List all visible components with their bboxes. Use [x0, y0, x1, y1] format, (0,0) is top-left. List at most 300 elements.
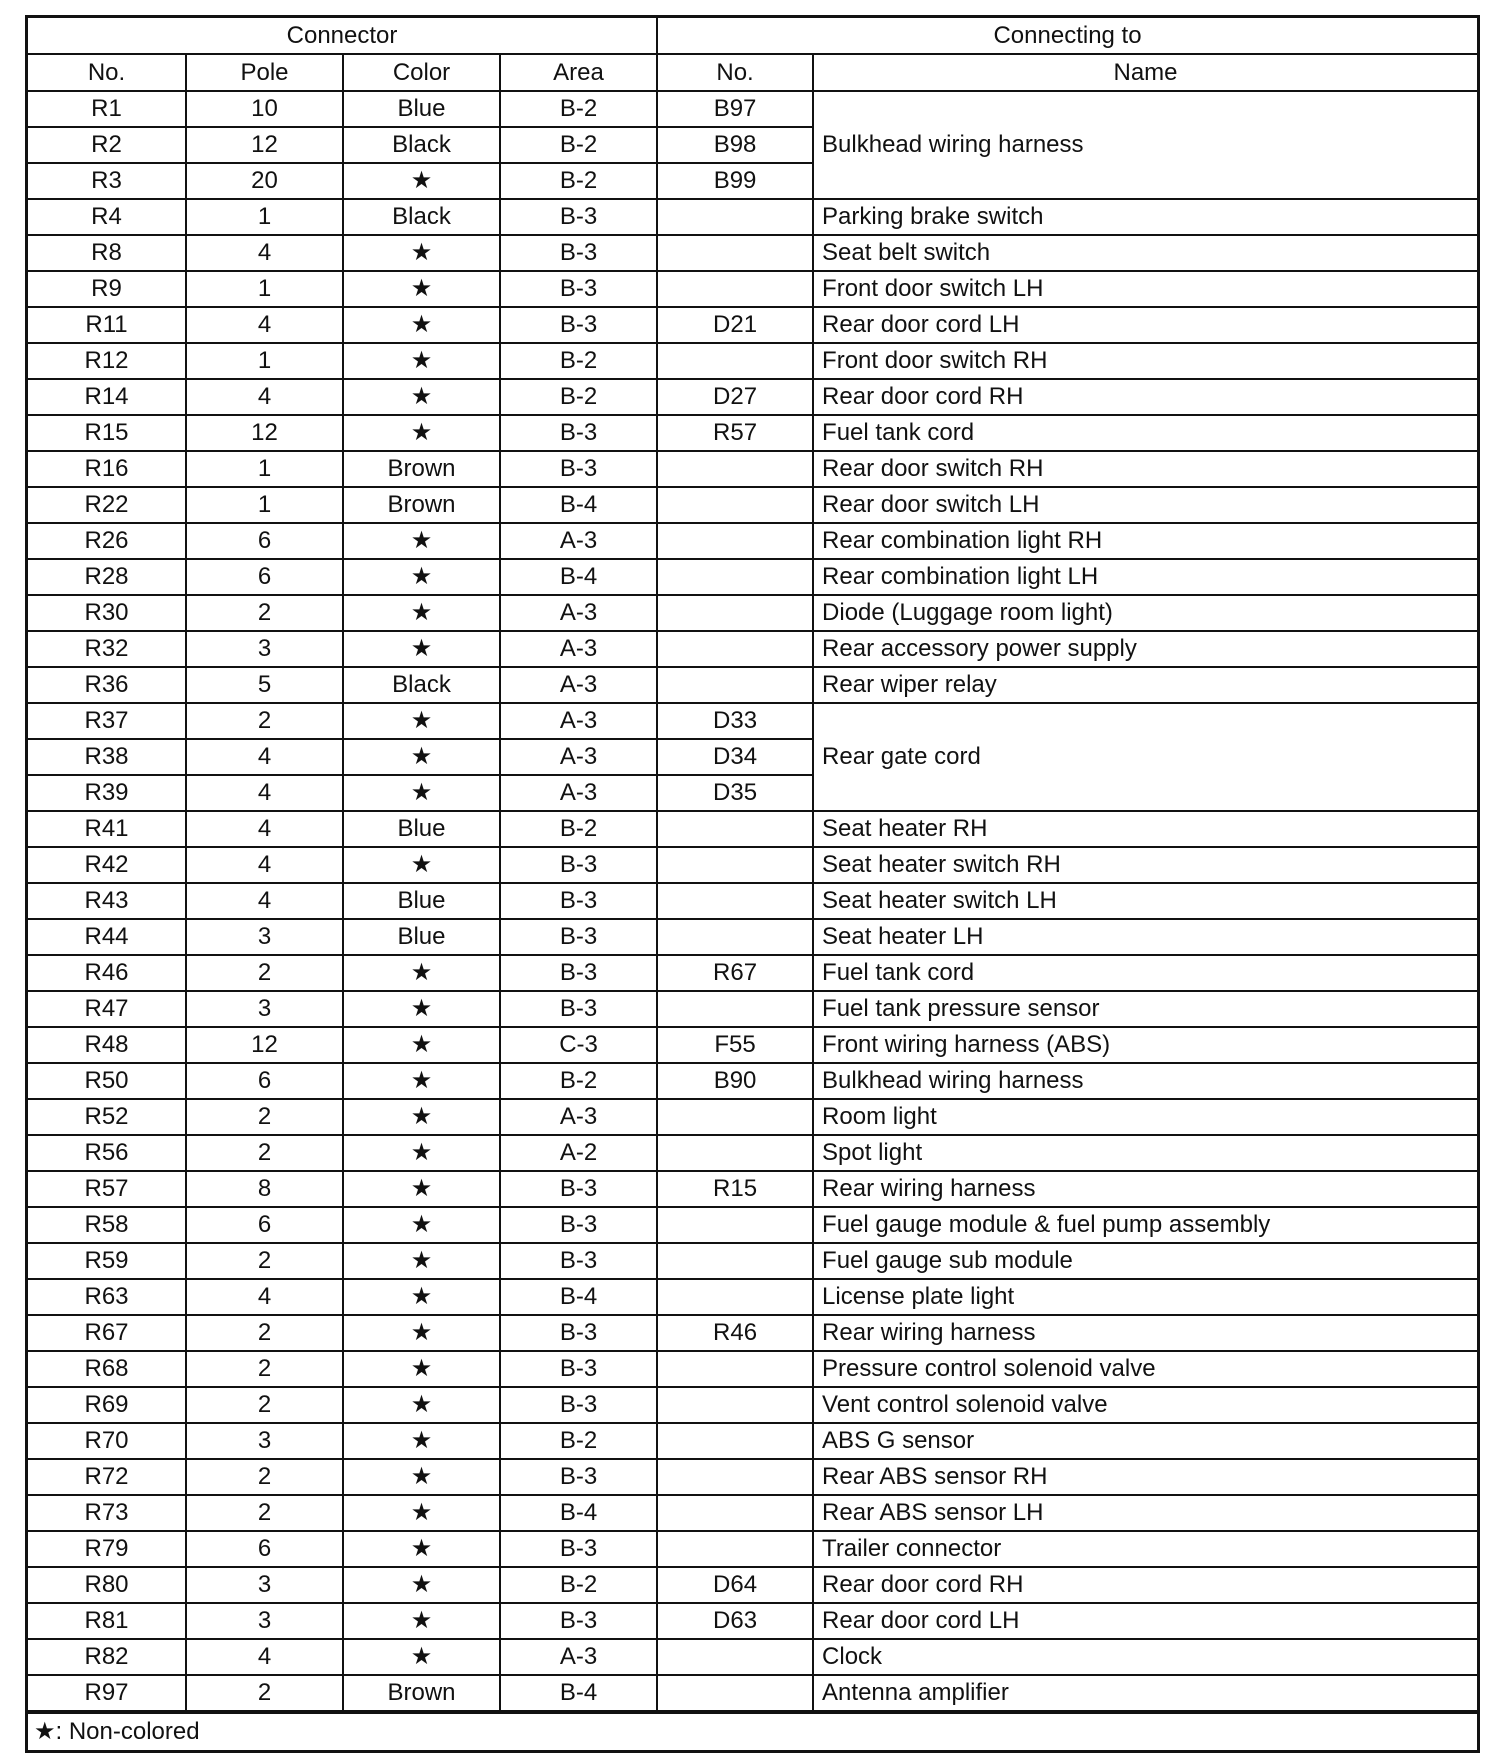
cell-to-no	[657, 1135, 813, 1171]
cell-no: R50	[28, 1063, 186, 1099]
cell-name: Vent control solenoid valve	[813, 1387, 1477, 1423]
table-row	[28, 307, 1477, 343]
table-row	[28, 379, 1477, 415]
cell-pole: 12	[186, 127, 343, 163]
cell-name: Rear door cord RH	[813, 379, 1477, 415]
cell-color: ★	[343, 1099, 500, 1135]
cell-color: ★	[343, 1603, 500, 1639]
table-row	[28, 883, 1477, 919]
cell-no: R4	[28, 199, 186, 235]
cell-area: B-2	[500, 127, 657, 163]
cell-no: R30	[28, 595, 186, 631]
table-row	[28, 415, 1477, 451]
cell-to-no	[657, 811, 813, 847]
cell-to-no: D63	[657, 1603, 813, 1639]
cell-pole: 6	[186, 559, 343, 595]
cell-pole: 5	[186, 667, 343, 703]
cell-name: Seat heater LH	[813, 919, 1477, 955]
cell-no: R39	[28, 775, 186, 811]
cell-no: R12	[28, 343, 186, 379]
cell-to-no	[657, 1639, 813, 1675]
cell-name: Fuel gauge module & fuel pump assembly	[813, 1207, 1477, 1243]
col-header-area: Area	[500, 54, 657, 91]
cell-area: B-3	[500, 307, 657, 343]
cell-name: Pressure control solenoid valve	[813, 1351, 1477, 1387]
cell-pole: 1	[186, 451, 343, 487]
cell-no: R1	[28, 91, 186, 127]
cell-name: Fuel gauge sub module	[813, 1243, 1477, 1279]
cell-name: Fuel tank pressure sensor	[813, 991, 1477, 1027]
table-row	[28, 1099, 1477, 1135]
cell-to-no	[657, 1495, 813, 1531]
cell-to-no: B97	[657, 91, 813, 127]
table-row	[28, 91, 1477, 127]
cell-area: B-3	[500, 847, 657, 883]
table-row	[28, 1531, 1477, 1567]
col-header-pole: Pole	[186, 54, 343, 91]
cell-color: ★	[343, 1387, 500, 1423]
cell-to-no: D21	[657, 307, 813, 343]
table-row	[28, 343, 1477, 379]
cell-to-no	[657, 1459, 813, 1495]
cell-color: ★	[343, 343, 500, 379]
cell-to-no	[657, 343, 813, 379]
cell-pole: 4	[186, 307, 343, 343]
cell-no: R59	[28, 1243, 186, 1279]
cell-to-no	[657, 667, 813, 703]
cell-pole: 2	[186, 703, 343, 739]
cell-name: Bulkhead wiring harness	[813, 1063, 1477, 1099]
cell-area: B-4	[500, 487, 657, 523]
cell-name: Front door switch LH	[813, 271, 1477, 307]
cell-name: Trailer connector	[813, 1531, 1477, 1567]
cell-area: C-3	[500, 1027, 657, 1063]
cell-area: B-2	[500, 1423, 657, 1459]
cell-to-no: D64	[657, 1567, 813, 1603]
cell-pole: 3	[186, 1567, 343, 1603]
group-header-row	[28, 18, 1477, 54]
cell-to-no: D33	[657, 703, 813, 739]
cell-color: ★	[343, 1567, 500, 1603]
cell-color: Blue	[343, 919, 500, 955]
cell-color: ★	[343, 703, 500, 739]
cell-color: ★	[343, 1351, 500, 1387]
cell-area: B-4	[500, 1279, 657, 1315]
table-row	[28, 271, 1477, 307]
cell-color: Brown	[343, 1675, 500, 1711]
cell-area: B-2	[500, 379, 657, 415]
col-header-to-no: No.	[657, 54, 813, 91]
table-row	[28, 1279, 1477, 1315]
cell-name: Seat heater switch LH	[813, 883, 1477, 919]
cell-area: B-4	[500, 1675, 657, 1711]
cell-pole: 3	[186, 991, 343, 1027]
cell-pole: 20	[186, 163, 343, 199]
cell-name: Rear door cord RH	[813, 1567, 1477, 1603]
cell-area: B-3	[500, 199, 657, 235]
cell-color: ★	[343, 1423, 500, 1459]
cell-name: Rear combination light RH	[813, 523, 1477, 559]
cell-color: Blue	[343, 91, 500, 127]
cell-no: R57	[28, 1171, 186, 1207]
table-row	[28, 523, 1477, 559]
cell-area: B-3	[500, 235, 657, 271]
cell-name: Seat heater switch RH	[813, 847, 1477, 883]
table-row	[28, 1351, 1477, 1387]
cell-color: ★	[343, 559, 500, 595]
cell-pole: 2	[186, 1459, 343, 1495]
cell-no: R14	[28, 379, 186, 415]
cell-color: ★	[343, 1027, 500, 1063]
cell-pole: 3	[186, 1603, 343, 1639]
cell-pole: 10	[186, 91, 343, 127]
cell-no: R56	[28, 1135, 186, 1171]
cell-color: Blue	[343, 883, 500, 919]
cell-area: B-3	[500, 271, 657, 307]
table-row	[28, 955, 1477, 991]
cell-to-no: R67	[657, 955, 813, 991]
table-row	[28, 1567, 1477, 1603]
cell-pole: 12	[186, 415, 343, 451]
cell-no: R67	[28, 1315, 186, 1351]
cell-to-no	[657, 451, 813, 487]
cell-to-no	[657, 883, 813, 919]
cell-name: Rear combination light LH	[813, 559, 1477, 595]
cell-to-no	[657, 991, 813, 1027]
cell-no: R8	[28, 235, 186, 271]
cell-name: Fuel tank cord	[813, 415, 1477, 451]
cell-name: Antenna amplifier	[813, 1675, 1477, 1711]
cell-area: B-3	[500, 1459, 657, 1495]
cell-name: Rear door cord LH	[813, 1603, 1477, 1639]
cell-color: Black	[343, 667, 500, 703]
cell-area: B-3	[500, 955, 657, 991]
cell-pole: 12	[186, 1027, 343, 1063]
cell-name: Spot light	[813, 1135, 1477, 1171]
cell-to-no	[657, 1351, 813, 1387]
cell-no: R32	[28, 631, 186, 667]
cell-name: Rear ABS sensor RH	[813, 1459, 1477, 1495]
cell-color: ★	[343, 1171, 500, 1207]
cell-no: R72	[28, 1459, 186, 1495]
footnote: ★: Non-colored	[28, 1712, 1477, 1750]
cell-area: B-3	[500, 919, 657, 955]
connector-table-sheet	[25, 15, 1480, 1753]
cell-no: R9	[28, 271, 186, 307]
cell-no: R63	[28, 1279, 186, 1315]
cell-area: A-3	[500, 703, 657, 739]
cell-pole: 4	[186, 775, 343, 811]
cell-no: R73	[28, 1495, 186, 1531]
cell-pole: 2	[186, 1675, 343, 1711]
connecting-to-group-header: Connecting to	[657, 18, 1477, 54]
table-row	[28, 991, 1477, 1027]
cell-pole: 8	[186, 1171, 343, 1207]
cell-pole: 2	[186, 955, 343, 991]
table-row	[28, 1063, 1477, 1099]
cell-color: ★	[343, 163, 500, 199]
table-row	[28, 1603, 1477, 1639]
cell-area: B-2	[500, 163, 657, 199]
cell-pole: 6	[186, 523, 343, 559]
cell-to-no	[657, 487, 813, 523]
cell-color: ★	[343, 523, 500, 559]
cell-area: A-3	[500, 667, 657, 703]
cell-no: R37	[28, 703, 186, 739]
cell-color: ★	[343, 1243, 500, 1279]
cell-pole: 4	[186, 847, 343, 883]
cell-pole: 3	[186, 1423, 343, 1459]
table-row	[28, 1171, 1477, 1207]
cell-no: R3	[28, 163, 186, 199]
cell-no: R36	[28, 667, 186, 703]
cell-no: R15	[28, 415, 186, 451]
cell-to-no: F55	[657, 1027, 813, 1063]
cell-area: B-3	[500, 1315, 657, 1351]
cell-pole: 4	[186, 235, 343, 271]
cell-no: R82	[28, 1639, 186, 1675]
table-row	[28, 1135, 1477, 1171]
cell-area: B-3	[500, 1531, 657, 1567]
cell-to-no: D27	[657, 379, 813, 415]
cell-no: R11	[28, 307, 186, 343]
cell-name: Rear accessory power supply	[813, 631, 1477, 667]
cell-to-no	[657, 1207, 813, 1243]
cell-pole: 3	[186, 919, 343, 955]
cell-no: R16	[28, 451, 186, 487]
table-row	[28, 559, 1477, 595]
cell-to-no	[657, 919, 813, 955]
cell-to-no	[657, 199, 813, 235]
cell-name: Seat belt switch	[813, 235, 1477, 271]
cell-to-no	[657, 631, 813, 667]
cell-area: B-3	[500, 883, 657, 919]
cell-name: Diode (Luggage room light)	[813, 595, 1477, 631]
cell-pole: 2	[186, 1099, 343, 1135]
cell-pole: 4	[186, 379, 343, 415]
cell-pole: 2	[186, 1315, 343, 1351]
cell-to-no	[657, 1423, 813, 1459]
table-row	[28, 1207, 1477, 1243]
cell-to-no: D35	[657, 775, 813, 811]
cell-area: A-3	[500, 1099, 657, 1135]
cell-pole: 6	[186, 1207, 343, 1243]
cell-name: Room light	[813, 1099, 1477, 1135]
table-row	[28, 667, 1477, 703]
cell-color: ★	[343, 415, 500, 451]
cell-to-no	[657, 1531, 813, 1567]
cell-color: Brown	[343, 451, 500, 487]
cell-to-no: B90	[657, 1063, 813, 1099]
cell-area: B-3	[500, 415, 657, 451]
cell-color: ★	[343, 1207, 500, 1243]
table-row	[28, 811, 1477, 847]
cell-no: R38	[28, 739, 186, 775]
col-header-color: Color	[343, 54, 500, 91]
cell-name: Front door switch RH	[813, 343, 1477, 379]
cell-area: B-2	[500, 91, 657, 127]
cell-area: A-3	[500, 631, 657, 667]
cell-no: R41	[28, 811, 186, 847]
cell-pole: 4	[186, 739, 343, 775]
cell-area: A-2	[500, 1135, 657, 1171]
table-row	[28, 1423, 1477, 1459]
cell-to-no	[657, 1279, 813, 1315]
cell-area: B-2	[500, 1567, 657, 1603]
cell-area: B-4	[500, 1495, 657, 1531]
cell-color: ★	[343, 631, 500, 667]
cell-no: R70	[28, 1423, 186, 1459]
cell-name: Rear ABS sensor LH	[813, 1495, 1477, 1531]
cell-to-no	[657, 235, 813, 271]
cell-pole: 2	[186, 1387, 343, 1423]
cell-to-no: D34	[657, 739, 813, 775]
cell-to-no	[657, 1243, 813, 1279]
table-row	[28, 595, 1477, 631]
table-body	[28, 91, 1477, 1711]
cell-no: R43	[28, 883, 186, 919]
cell-no: R97	[28, 1675, 186, 1711]
cell-no: R79	[28, 1531, 186, 1567]
cell-color: Blue	[343, 811, 500, 847]
col-header-no: No.	[28, 54, 186, 91]
cell-color: ★	[343, 775, 500, 811]
cell-color: ★	[343, 1315, 500, 1351]
cell-pole: 2	[186, 595, 343, 631]
cell-color: ★	[343, 1135, 500, 1171]
cell-color: ★	[343, 379, 500, 415]
cell-to-no	[657, 1099, 813, 1135]
cell-color: Brown	[343, 487, 500, 523]
cell-to-no	[657, 1387, 813, 1423]
cell-no: R42	[28, 847, 186, 883]
cell-to-no	[657, 559, 813, 595]
table-row	[28, 1243, 1477, 1279]
cell-area: B-3	[500, 1243, 657, 1279]
cell-color: ★	[343, 1495, 500, 1531]
cell-area: A-3	[500, 523, 657, 559]
col-header-name: Name	[813, 54, 1477, 91]
cell-to-no	[657, 847, 813, 883]
cell-name: Seat heater RH	[813, 811, 1477, 847]
cell-area: B-3	[500, 1351, 657, 1387]
table-row	[28, 199, 1477, 235]
cell-area: B-2	[500, 1063, 657, 1099]
cell-name: ABS G sensor	[813, 1423, 1477, 1459]
cell-area: B-3	[500, 991, 657, 1027]
cell-to-no: R15	[657, 1171, 813, 1207]
cell-no: R28	[28, 559, 186, 595]
cell-to-no	[657, 271, 813, 307]
cell-color: ★	[343, 307, 500, 343]
table-row	[28, 1387, 1477, 1423]
table-row	[28, 1495, 1477, 1531]
table-row	[28, 847, 1477, 883]
cell-name: Parking brake switch	[813, 199, 1477, 235]
cell-pole: 2	[186, 1495, 343, 1531]
cell-area: B-2	[500, 811, 657, 847]
table-row	[28, 235, 1477, 271]
table-row	[28, 487, 1477, 523]
cell-color: ★	[343, 595, 500, 631]
cell-name: License plate light	[813, 1279, 1477, 1315]
cell-to-no	[657, 523, 813, 559]
table-row	[28, 451, 1477, 487]
cell-color: ★	[343, 1531, 500, 1567]
cell-no: R58	[28, 1207, 186, 1243]
cell-area: B-3	[500, 1207, 657, 1243]
cell-name: Rear door switch LH	[813, 487, 1477, 523]
cell-no: R26	[28, 523, 186, 559]
table-row	[28, 1027, 1477, 1063]
table-row	[28, 703, 1477, 739]
cell-pole: 2	[186, 1135, 343, 1171]
cell-color: Black	[343, 127, 500, 163]
cell-area: B-3	[500, 1603, 657, 1639]
cell-pole: 6	[186, 1063, 343, 1099]
cell-to-no	[657, 1675, 813, 1711]
cell-color: ★	[343, 1639, 500, 1675]
cell-name: Rear door switch RH	[813, 451, 1477, 487]
cell-pole: 4	[186, 1639, 343, 1675]
cell-pole: 1	[186, 199, 343, 235]
table-row	[28, 631, 1477, 667]
cell-area: B-3	[500, 1171, 657, 1207]
cell-no: R69	[28, 1387, 186, 1423]
cell-to-no: R46	[657, 1315, 813, 1351]
cell-area: B-2	[500, 343, 657, 379]
cell-to-no: B99	[657, 163, 813, 199]
cell-pole: 1	[186, 343, 343, 379]
cell-name: Clock	[813, 1639, 1477, 1675]
cell-name: Bulkhead wiring harness	[813, 91, 1477, 199]
cell-color: ★	[343, 271, 500, 307]
cell-area: B-4	[500, 559, 657, 595]
cell-color: ★	[343, 847, 500, 883]
cell-no: R47	[28, 991, 186, 1027]
cell-area: B-3	[500, 1387, 657, 1423]
cell-pole: 4	[186, 883, 343, 919]
cell-no: R52	[28, 1099, 186, 1135]
cell-to-no	[657, 595, 813, 631]
cell-name: Fuel tank cord	[813, 955, 1477, 991]
cell-area: A-3	[500, 739, 657, 775]
table-row	[28, 919, 1477, 955]
cell-pole: 2	[186, 1243, 343, 1279]
cell-pole: 4	[186, 811, 343, 847]
cell-no: R68	[28, 1351, 186, 1387]
cell-name: Rear door cord LH	[813, 307, 1477, 343]
cell-to-no: R57	[657, 415, 813, 451]
table-row	[28, 1675, 1477, 1711]
cell-color: ★	[343, 1063, 500, 1099]
cell-area: A-3	[500, 775, 657, 811]
cell-color: ★	[343, 955, 500, 991]
cell-color: ★	[343, 739, 500, 775]
connector-group-header: Connector	[28, 18, 657, 54]
cell-no: R80	[28, 1567, 186, 1603]
table-row	[28, 1459, 1477, 1495]
cell-pole: 4	[186, 1279, 343, 1315]
cell-no: R81	[28, 1603, 186, 1639]
connector-table	[28, 18, 1477, 1712]
cell-area: A-3	[500, 1639, 657, 1675]
cell-pole: 1	[186, 487, 343, 523]
cell-pole: 1	[186, 271, 343, 307]
cell-color: ★	[343, 991, 500, 1027]
cell-name: Rear wiper relay	[813, 667, 1477, 703]
cell-pole: 3	[186, 631, 343, 667]
